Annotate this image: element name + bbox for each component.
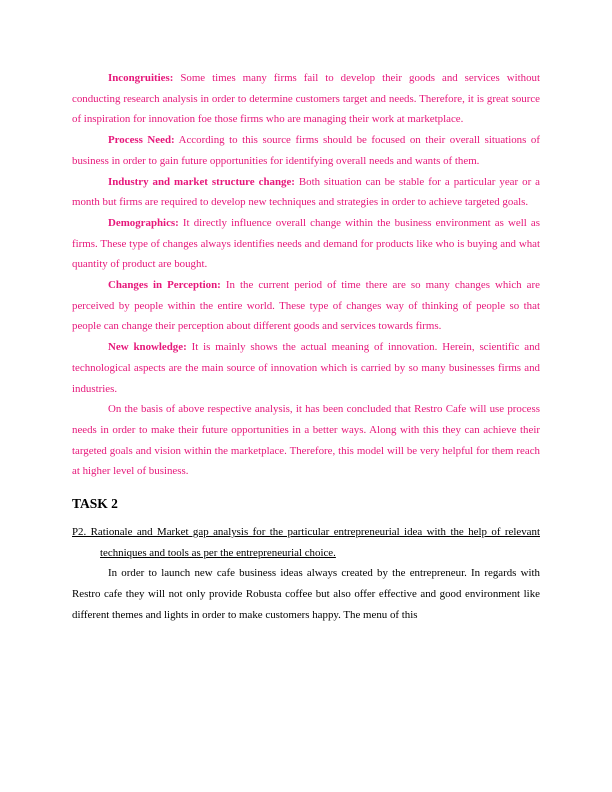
term-label: Process Need: [108,134,175,147]
term-label: Changes in Perception: [108,279,221,292]
paragraph-text: Both situation can be stable for a particular year or a month but firms are required to develop new techniques and strategies in order to achieve targeted goals. [72,175,540,209]
paragraph-industry-market-change [72,172,540,213]
paragraph-text: It is mainly shows the actual meaning of innovation. Herein, scientific and technological aspects are the main source of innovation which is carried by so many businesses firms and industries. [72,341,540,395]
paragraph-new-knowledge [72,337,540,399]
paragraph-demographics [72,213,540,275]
paragraph-changes-in-perception [72,275,540,337]
paragraph-text: It directly influence overall change within the business environment as well as firms. These type of changes always identifies needs and demand for products like who is buying and what quantity of product are bought. [72,216,540,271]
paragraph-conclusion: On the basis of above respective analysis, it has been concluded that Restro Cafe will use process needs in order to make their future opportunities in a better ways. Along with this they can achieve their targeted goals and vision within the marketplace. Therefore, this model will be very helpful for them reach at higher level of business. [72,403,540,478]
section-subheading: P2. Rationale and Market gap analysis for the particular entrepreneurial idea with the help of relevant techniques and tools as per the entrepreneurial choice. [72,526,540,559]
paragraph-incongruities [72,68,540,130]
term-label: Incongruities: [108,72,174,84]
paragraph-text: In the current period of time there are so many changes which are perceived by people within the entire world. These type of changes way of thinking of people so that people can change their perception about different goods and services towards firms. [72,279,540,333]
term-label: Demographics: [108,216,179,229]
paragraph-text: Some times many firms fail to develop their goods and services without conducting research analysis in order to determine customers target and needs. Therefore, it is great source of inspiration for innovation foe those firms who are managing their work at marketplace. [72,72,540,126]
task-heading: TASK 2 [72,496,118,512]
term-label: Industry and market structure change: [108,175,295,188]
task-body-paragraph: In order to launch new cafe business ideas always created by the entrepreneur. In regards with Restro cafe they will not only provide Robusta coffee but also offer effective and good environment like different themes and lights in order to make customers happy. The menu of this [72,567,540,621]
paragraph-text: According to this source firms should be focused on their overall situations of business in order to gain future opportunities for identifying overall needs and wants of them. [72,134,540,167]
term-label: New knowledge: [108,341,187,354]
paragraph-process-need [72,130,540,171]
